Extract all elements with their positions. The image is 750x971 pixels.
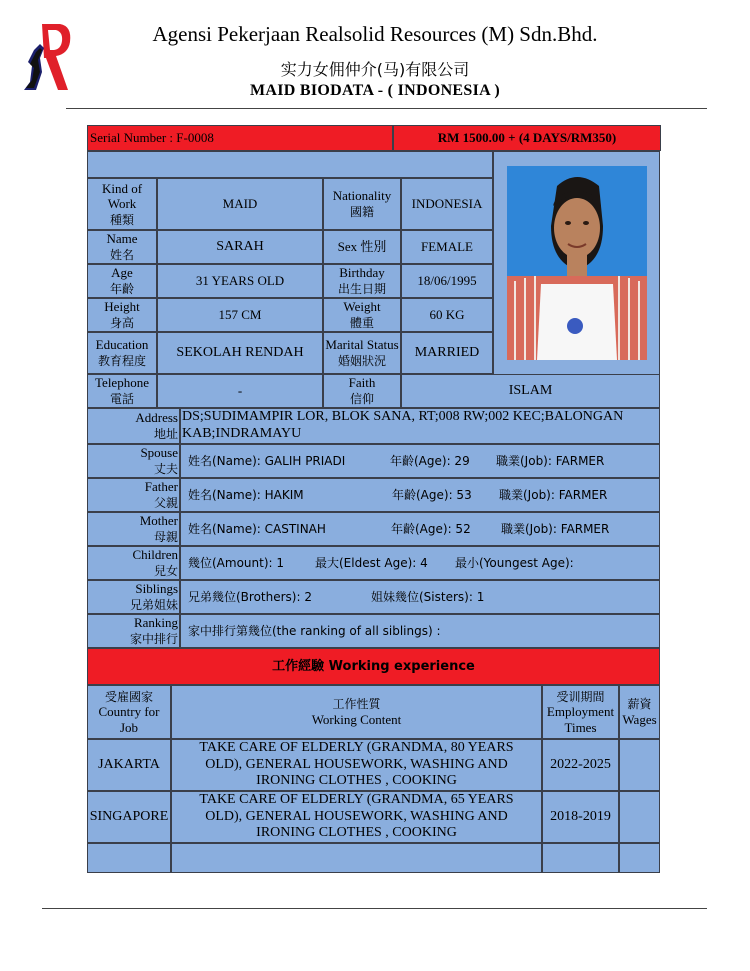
mother-details: [180, 512, 660, 546]
blank-strip: [87, 151, 493, 178]
table-row-times: 2022-2025: [542, 739, 619, 791]
company-name: Agensi Pekerjaan Realsolid Resources (M) Sdn.Bhd.: [152, 22, 598, 46]
children-youngest: 最小(Youngest Age):: [455, 555, 574, 570]
spouse-details: [180, 444, 660, 478]
father-job: 職業(Job): FARMER: [499, 487, 608, 502]
age-value: 31 YEARS OLD: [157, 264, 323, 298]
siblings-brothers: 兄弟幾位(Brothers): 2: [188, 589, 312, 604]
document-header: [0, 0, 750, 110]
table-row-country: JAKARTA: [87, 739, 171, 791]
education-label: Education 教育程度: [87, 332, 157, 374]
faith-value: ISLAM: [401, 374, 660, 408]
siblings-details: [180, 580, 660, 614]
photo-frame: [493, 151, 660, 379]
height-label: Height 身高: [87, 298, 157, 332]
price: RM 1500.00 + (4 DAYS/RM350): [393, 125, 661, 151]
kind-of-work-value: MAID: [157, 178, 323, 230]
children-eldest: 最大(Eldest Age): 4: [315, 555, 428, 570]
table-row-wages: [619, 843, 660, 873]
ranking-details: [180, 614, 660, 648]
table-row-country: SINGAPORE: [87, 791, 171, 843]
col-content-header: 工作性質 Working Content: [171, 685, 542, 739]
name-label: Name 姓名: [87, 230, 157, 264]
birthday-label: Birthday 出生日期: [323, 264, 401, 298]
sex-label: Sex 性別: [323, 230, 401, 264]
mother-name: 姓名(Name): CASTINAH: [188, 521, 326, 536]
table-row-content: TAKE CARE OF ELDERLY (GRANDMA, 65 YEARS OLD), GENERAL HOUSEWORK, WASHING AND IRONING CLOTHES , COOKING: [171, 791, 542, 843]
telephone-label: Telephone 電話: [87, 374, 157, 408]
mother-label: Mother 母親: [87, 512, 180, 546]
maid-photo: [507, 166, 647, 360]
siblings-label: Siblings 兄弟姐妹: [87, 580, 180, 614]
document-title: MAID BIODATA - ( INDONESIA ): [249, 82, 501, 99]
mother-age: 年齡(Age): 52: [391, 521, 471, 536]
father-age: 年齡(Age): 53: [392, 487, 472, 502]
ranking-label: Ranking 家中排行: [87, 614, 180, 648]
father-name: 姓名(Name): HAKIM: [188, 487, 304, 502]
father-label: Father 父親: [87, 478, 180, 512]
weight-value: 60 KG: [401, 298, 493, 332]
col-country-header: 受雇國家 Country for Job: [87, 685, 171, 739]
marital-status-label: Marital Status 婚姻狀況: [323, 332, 401, 374]
header-divider: [66, 108, 707, 109]
working-experience-title: 工作經驗 Working experience: [87, 648, 660, 685]
spouse-job: 職業(Job): FARMER: [496, 453, 605, 468]
serial-number: Serial Number : F-0008: [87, 125, 393, 151]
table-row-times: [542, 843, 619, 873]
col-wages-header: 薪資 Wages: [619, 685, 660, 739]
table-row-wages: [619, 791, 660, 843]
spouse-label: Spouse 丈夫: [87, 444, 180, 478]
footer-divider: [42, 908, 707, 909]
siblings-sisters: 姐妹幾位(Sisters): 1: [371, 589, 485, 604]
marital-status-value: MARRIED: [401, 332, 493, 374]
father-details: [180, 478, 660, 512]
table-row-wages: [619, 739, 660, 791]
col-times-header: 受训期間 Employment Times: [542, 685, 619, 739]
weight-label: Weight 體重: [323, 298, 401, 332]
address-label: Address 地址: [87, 408, 180, 444]
children-details: [180, 546, 660, 580]
table-row-country: [87, 843, 171, 873]
table-row-content: TAKE CARE OF ELDERLY (GRANDMA, 80 YEARS OLD), GENERAL HOUSEWORK, WASHING AND IRONING CLOTHES , COOKING: [171, 739, 542, 791]
kind-of-work-label: Kind of Work 種類: [87, 178, 157, 230]
address-value: DS;SUDIMAMPIR LOR, BLOK SANA, RT;008 RW;002 KEC;BALONGAN KAB;INDRAMAYU: [180, 408, 660, 444]
spouse-age: 年齡(Age): 29: [390, 453, 470, 468]
children-amount: 幾位(Amount): 1: [188, 555, 285, 570]
table-row-times: 2018-2019: [542, 791, 619, 843]
children-label: Children 兒女: [87, 546, 180, 580]
nationality-value: INDONESIA: [401, 178, 493, 230]
biodata-table: [87, 125, 660, 873]
height-value: 157 CM: [157, 298, 323, 332]
birthday-value: 18/06/1995: [401, 264, 493, 298]
name-value: SARAH: [157, 230, 323, 264]
faith-label: Faith 信仰: [323, 374, 401, 408]
nationality-label: Nationality 國籍: [323, 178, 401, 230]
sex-value: FEMALE: [401, 230, 493, 264]
ranking-text: 家中排行第幾位(the ranking of all siblings) :: [188, 623, 441, 638]
mother-job: 職業(Job): FARMER: [501, 521, 610, 536]
table-row-content: [171, 843, 542, 873]
spouse-name: 姓名(Name): GALIH PRIADI: [188, 453, 346, 468]
telephone-value: -: [157, 374, 323, 408]
education-value: SEKOLAH RENDAH: [157, 332, 323, 374]
company-name-chinese: 实力女佣仲介(马)有限公司: [280, 60, 470, 79]
age-label: Age 年齡: [87, 264, 157, 298]
